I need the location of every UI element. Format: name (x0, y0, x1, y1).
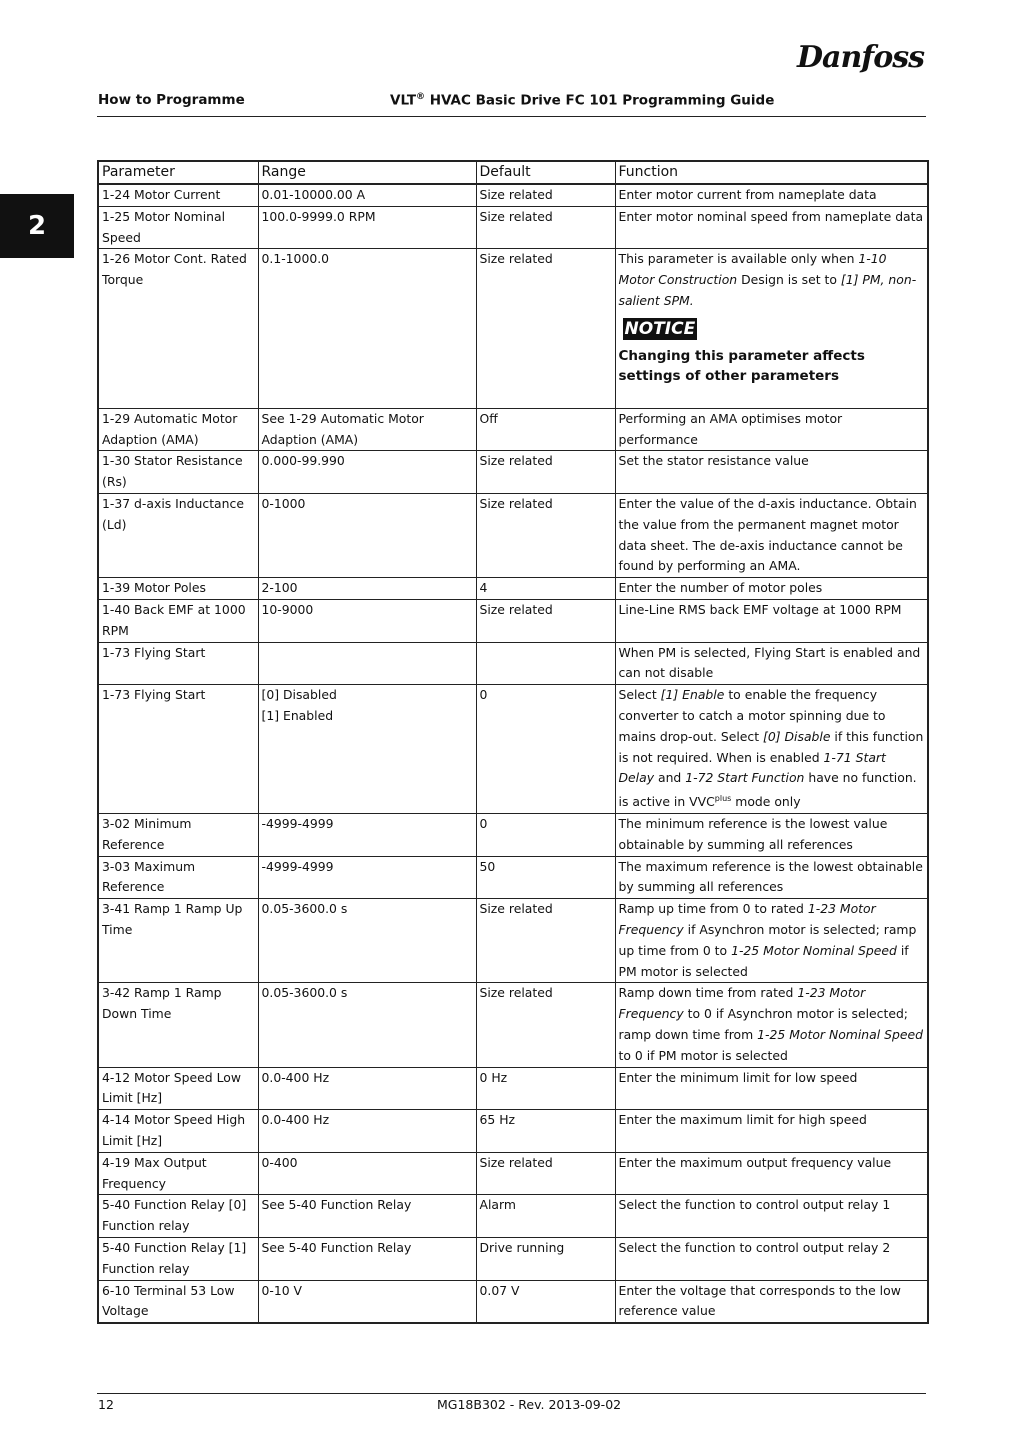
default-cell: Size related (476, 206, 615, 249)
range-cell: [0] Disabled [1] Enabled (258, 685, 476, 814)
function-cell: Enter the maximum limit for high speed (615, 1110, 928, 1153)
parameter-table (97, 160, 929, 1324)
default-cell (476, 642, 615, 685)
default-cell: Size related (476, 184, 615, 206)
parameter-cell: 1-73 Flying Start (98, 642, 258, 685)
function-cell: Performing an AMA optimises motor performance (615, 408, 928, 451)
range-cell: 0.05-3600.0 s (258, 983, 476, 1067)
parameter-cell: 1-39 Motor Poles (98, 578, 258, 600)
column-header-default: Default (476, 161, 615, 184)
parameter-cell: 1-40 Back EMF at 1000 RPM (98, 599, 258, 642)
table-row (98, 493, 928, 577)
parameter-cell: 1-30 Stator Resistance (Rs) (98, 451, 258, 494)
range-cell: 0.01-10000.00 A (258, 184, 476, 206)
parameter-cell: 1-24 Motor Current (98, 184, 258, 206)
document-title: VLT® HVAC Basic Drive FC 101 Programming Guide (390, 92, 775, 109)
parameter-cell: 4-12 Motor Speed Low Limit [Hz] (98, 1067, 258, 1110)
notice-badge: NOTICE (624, 318, 696, 339)
range-cell: 0.0-400 Hz (258, 1067, 476, 1110)
header-rule (97, 116, 926, 117)
table-row (98, 578, 928, 600)
parameter-cell: 3-41 Ramp 1 Ramp Up Time (98, 899, 258, 983)
function-cell: This parameter is available only when 1-10 Motor Construction Design is set to [1] PM, non-salient SPM. NOTICE Changing this parameter affects settings of other parameters (615, 249, 928, 408)
column-header-range: Range (258, 161, 476, 184)
range-cell: -4999-4999 (258, 814, 476, 857)
range-cell: 2-100 (258, 578, 476, 600)
default-cell: Off (476, 408, 615, 451)
table-row (98, 685, 928, 814)
range-cell (258, 642, 476, 685)
default-cell: 0.07 V (476, 1280, 615, 1323)
default-cell: 0 Hz (476, 1067, 615, 1110)
parameter-cell: 6-10 Terminal 53 Low Voltage (98, 1280, 258, 1323)
parameter-cell: 3-03 Maximum Reference (98, 856, 258, 899)
function-cell: Enter the number of motor poles (615, 578, 928, 600)
range-cell: 0.000-99.990 (258, 451, 476, 494)
footer-rule (97, 1393, 926, 1394)
default-cell: Size related (476, 451, 615, 494)
parameter-cell: 5-40 Function Relay [1] Function relay (98, 1237, 258, 1280)
function-cell: The minimum reference is the lowest value obtainable by summing all references (615, 814, 928, 857)
function-cell: Line-Line RMS back EMF voltage at 1000 RPM (615, 599, 928, 642)
table-row (98, 1237, 928, 1280)
range-cell: 0.1-1000.0 (258, 249, 476, 408)
range-cell: 0-400 (258, 1152, 476, 1195)
parameter-cell: 1-37 d-axis Inductance (Ld) (98, 493, 258, 577)
default-cell: Size related (476, 1152, 615, 1195)
parameter-cell: 1-26 Motor Cont. Rated Torque (98, 249, 258, 408)
table-row (98, 1195, 928, 1238)
table-row (98, 206, 928, 249)
range-cell: -4999-4999 (258, 856, 476, 899)
table-header-row (98, 161, 928, 184)
default-cell: Size related (476, 899, 615, 983)
range-cell: 0-10 V (258, 1280, 476, 1323)
chapter-tab: 2 (0, 194, 74, 258)
function-cell: Enter the value of the d-axis inductance. Obtain the value from the permanent magnet motor data sheet. The de-axis inductance cannot be found by performing an AMA. (615, 493, 928, 577)
default-cell: Size related (476, 493, 615, 577)
function-cell: Enter the voltage that corresponds to the low reference value (615, 1280, 928, 1323)
default-cell: 0 (476, 685, 615, 814)
table-row (98, 1280, 928, 1323)
function-cell: Ramp down time from rated 1-23 Motor Frequency to 0 if Asynchron motor is selected; ramp down time from 1-25 Motor Nominal Speed to 0 if PM motor is selected (615, 983, 928, 1067)
function-cell: Enter the minimum limit for low speed (615, 1067, 928, 1110)
section-title: How to Programme (98, 92, 245, 108)
table-row (98, 814, 928, 857)
function-cell: The maximum reference is the lowest obtainable by summing all references (615, 856, 928, 899)
default-cell: 4 (476, 578, 615, 600)
parameter-cell: 1-73 Flying Start (98, 685, 258, 814)
parameter-cell: 3-42 Ramp 1 Ramp Down Time (98, 983, 258, 1067)
default-cell: 50 (476, 856, 615, 899)
default-cell: Drive running (476, 1237, 615, 1280)
column-header-function: Function (615, 161, 928, 184)
function-cell: Enter motor nominal speed from nameplate data (615, 206, 928, 249)
function-cell: Select the function to control output relay 1 (615, 1195, 928, 1238)
range-cell: 100.0-9999.0 RPM (258, 206, 476, 249)
function-cell: Select [1] Enable to enable the frequency converter to catch a motor spinning due to mains drop-out. Select [0] Disable if this function is not required. When is enabled 1-71 Start Delay and 1-72 Start Function have no function. is active in $VVC^{plus}$ mode only (615, 685, 928, 814)
table-row (98, 408, 928, 451)
table-row (98, 184, 928, 206)
default-cell: Size related (476, 599, 615, 642)
range-cell: 0-1000 (258, 493, 476, 577)
function-cell: Set the stator resistance value (615, 451, 928, 494)
table-row (98, 249, 928, 408)
parameter-cell: 1-25 Motor Nominal Speed (98, 206, 258, 249)
range-cell: 0.05-3600.0 s (258, 899, 476, 983)
range-cell: 0.0-400 Hz (258, 1110, 476, 1153)
table-row (98, 1152, 928, 1195)
table-row (98, 899, 928, 983)
table-row (98, 451, 928, 494)
function-cell: Enter the maximum output frequency value (615, 1152, 928, 1195)
table-row (98, 1110, 928, 1153)
column-header-parameter: Parameter (98, 161, 258, 184)
default-cell: Size related (476, 983, 615, 1067)
table-row (98, 856, 928, 899)
parameter-cell: 1-29 Automatic Motor Adaption (AMA) (98, 408, 258, 451)
danfoss-logo: Danfoss (797, 40, 924, 75)
range-cell: See 5-40 Function Relay (258, 1195, 476, 1238)
range-cell: 10-9000 (258, 599, 476, 642)
default-cell: 65 Hz (476, 1110, 615, 1153)
parameter-cell: 4-14 Motor Speed High Limit [Hz] (98, 1110, 258, 1153)
default-cell: Size related (476, 249, 615, 408)
function-cell: Enter motor current from nameplate data (615, 184, 928, 206)
parameter-cell: 4-19 Max Output Frequency (98, 1152, 258, 1195)
parameter-cell: 5-40 Function Relay [0] Function relay (98, 1195, 258, 1238)
notice-text: Changing this parameter affects settings of other parameters (618, 347, 865, 384)
table-row (98, 599, 928, 642)
parameter-cell: 3-02 Minimum Reference (98, 814, 258, 857)
function-cell: Ramp up time from 0 to rated 1-23 Motor Frequency if Asynchron motor is selected; ramp up time from 0 to 1-25 Motor Nominal Speed if PM motor is selected (615, 899, 928, 983)
range-cell: See 1-29 Automatic Motor Adaption (AMA) (258, 408, 476, 451)
table-row (98, 1067, 928, 1110)
default-cell: 0 (476, 814, 615, 857)
default-cell: Alarm (476, 1195, 615, 1238)
page-number: 12 (98, 1397, 114, 1412)
range-cell: See 5-40 Function Relay (258, 1237, 476, 1280)
table-row (98, 642, 928, 685)
document-reference: MG18B302 - Rev. 2013-09-02 (437, 1397, 622, 1412)
function-cell: Select the function to control output relay 2 (615, 1237, 928, 1280)
table-row (98, 983, 928, 1067)
function-cell: When PM is selected, Flying Start is enabled and can not disable (615, 642, 928, 685)
